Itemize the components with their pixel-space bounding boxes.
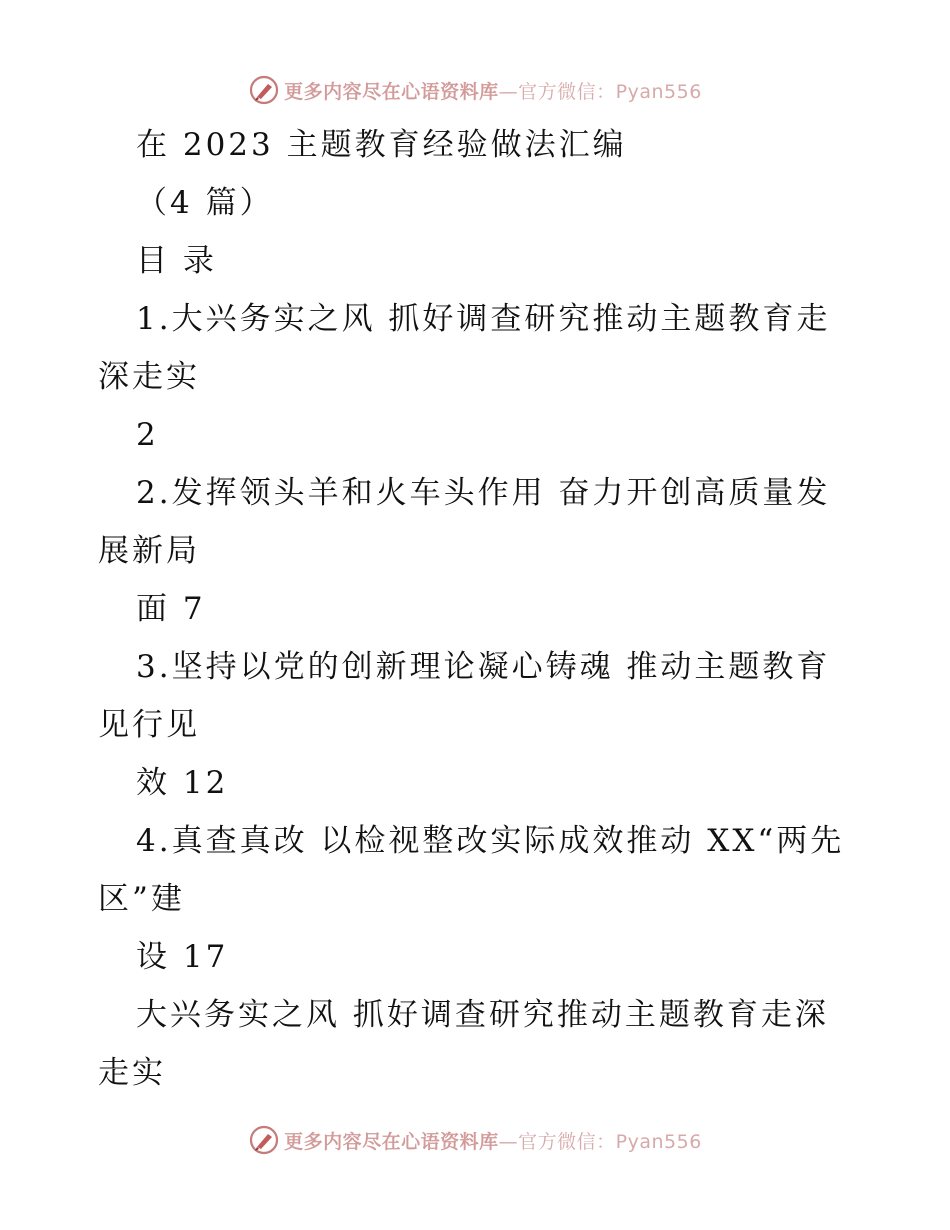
document-line: 见行见	[98, 707, 200, 743]
document-line: 目 录	[136, 243, 217, 279]
document-line: 区”建	[98, 881, 185, 917]
watermark-dash: —	[498, 80, 519, 103]
document-line: 面 7	[136, 591, 206, 627]
document-line: 2	[136, 417, 159, 453]
document-body	[98, 116, 858, 1102]
document-line: 3.坚持以党的创新理论凝心铸魂 推动主题教育	[136, 649, 831, 685]
document-line: 大兴务实之风 抓好调查研究推动主题教育走深	[136, 997, 829, 1033]
pen-logo-icon	[248, 74, 280, 106]
document-line: 效 12	[136, 765, 229, 801]
document-line: 展新局	[98, 533, 200, 569]
watermark-footer	[0, 1120, 950, 1160]
document-line: 深走实	[98, 359, 200, 395]
document-line: 1.大兴务实之风 抓好调查研究推动主题教育走	[136, 301, 831, 337]
document-line: 4.真查真改 以检视整改实际成效推动 XX“两先	[136, 823, 845, 859]
watermark-text	[284, 77, 702, 104]
watermark-text	[284, 1127, 702, 1154]
document-line: 在 2023 主题教育经验做法汇编	[136, 127, 627, 163]
watermark-contact: 官方微信：Pyan556	[518, 80, 702, 103]
watermark-header	[0, 70, 950, 110]
document-line: 设 17	[136, 939, 229, 975]
watermark-brand: 更多内容尽在心语资料库	[284, 80, 499, 103]
pen-logo-icon	[248, 1124, 280, 1156]
watermark-brand: 更多内容尽在心语资料库	[284, 1130, 499, 1153]
document-line: 2.发挥领头羊和火车头作用 奋力开创高质量发	[136, 475, 831, 511]
watermark-contact: 官方微信：Pyan556	[518, 1130, 702, 1153]
watermark-dash: —	[498, 1130, 519, 1153]
document-line: （4 篇）	[136, 185, 274, 221]
document-line: 走实	[98, 1055, 166, 1091]
